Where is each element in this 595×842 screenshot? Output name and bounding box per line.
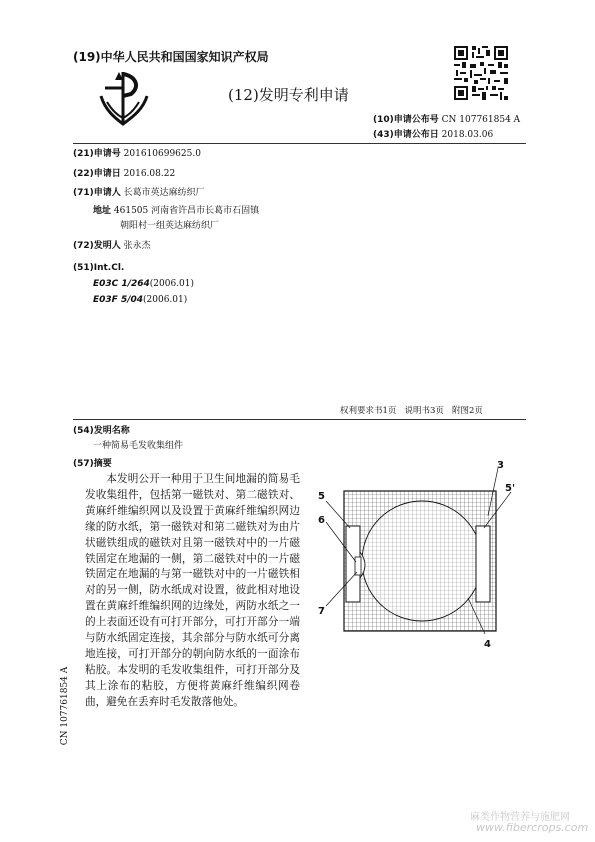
applicant: (71)申请人 长葛市英达麻纺织厂 [73,188,205,198]
watermark-url: www.fibercrops.com [476,821,589,834]
side-publication-number: CN 107761854 A [60,666,70,746]
waterproof-paper-right [476,526,490,602]
application-number: (21)申请号 201610699625.0 [73,149,201,159]
abstract-figure [300,458,530,658]
publication-number: (10)申请公布号 CN 107761854 A [373,115,521,125]
document-type: (12)发明专利申请 [228,86,349,104]
ipc-classification-2: E03F 5/04(2006.01) [93,295,188,305]
title-label: (54)发明名称 [73,426,130,436]
abstract-label: (57)摘要 [73,459,112,469]
figure-label-3: 3 [497,460,504,471]
inventor: (72)发明人 张永杰 [73,241,151,251]
magnet [355,557,361,575]
abstract-text: 本发明公开一种用于卫生间地漏的简易毛发收集组件，包括第一磁铁对、第二磁铁对、黄麻纤维编织网以及设置于黄麻纤维编织网边缘的防水纸，第一磁铁对和第二磁铁对为由片状磁铁组成的磁铁对且第一磁铁对中的一片磁铁固定在地漏的一侧，第二磁铁对中的一片磁铁固定在地漏的与第一磁铁对中的一片磁铁相对的另一侧，防水纸成对设置，彼此相对地设置在黄麻纤维编织网的边缘处，两防水纸之一的上表面还设有可打开部分，可打开部分一端与防水纸固定连接，其余部分与防水纸可分离地连接，可打开部分的朝向防水纸的一面涂布粘胶。本发明的毛发收集组件，可打开部分及其上涂布的粘胶，方便将黄麻纤维编织网卷曲，避免在丢弃时毛发散落他处。 [85,473,300,708]
figure-label-5-prime: 5' [505,483,516,494]
figure-label-5: 5 [318,491,325,502]
ipc-classification-1: E03C 1/264(2006.01) [93,279,194,289]
office-name: (19)中华人民共和国国家知识产权局 [73,50,269,64]
qr-code-icon [452,44,510,102]
address-line2: 朝阳村一组英达麻纺织厂 [120,221,220,231]
publication-date: (43)申请公布日 2018.03.06 [373,130,494,140]
address: 地址 461505 河南省许昌市长葛市石固镇 [93,206,260,216]
invention-title: 一种简易毛发收集组件 [93,441,184,451]
int-cl-label: (51)Int.Cl. [73,263,125,273]
figure-label-7: 7 [318,606,325,617]
pages-info: 权利要求书1页 说明书3页 附图2页 [340,406,483,416]
cnipa-emblem-icon [95,66,153,130]
header-divider [73,143,526,144]
figure-label-4: 4 [484,639,491,650]
side-number-container [60,660,70,750]
pages-divider [73,419,526,420]
figure-label-6: 6 [318,515,325,526]
watermark-title: 麻类作物营养与施肥网 [470,812,570,823]
floor-drain [362,501,482,621]
application-date: (22)申请日 2016.08.22 [73,169,176,179]
